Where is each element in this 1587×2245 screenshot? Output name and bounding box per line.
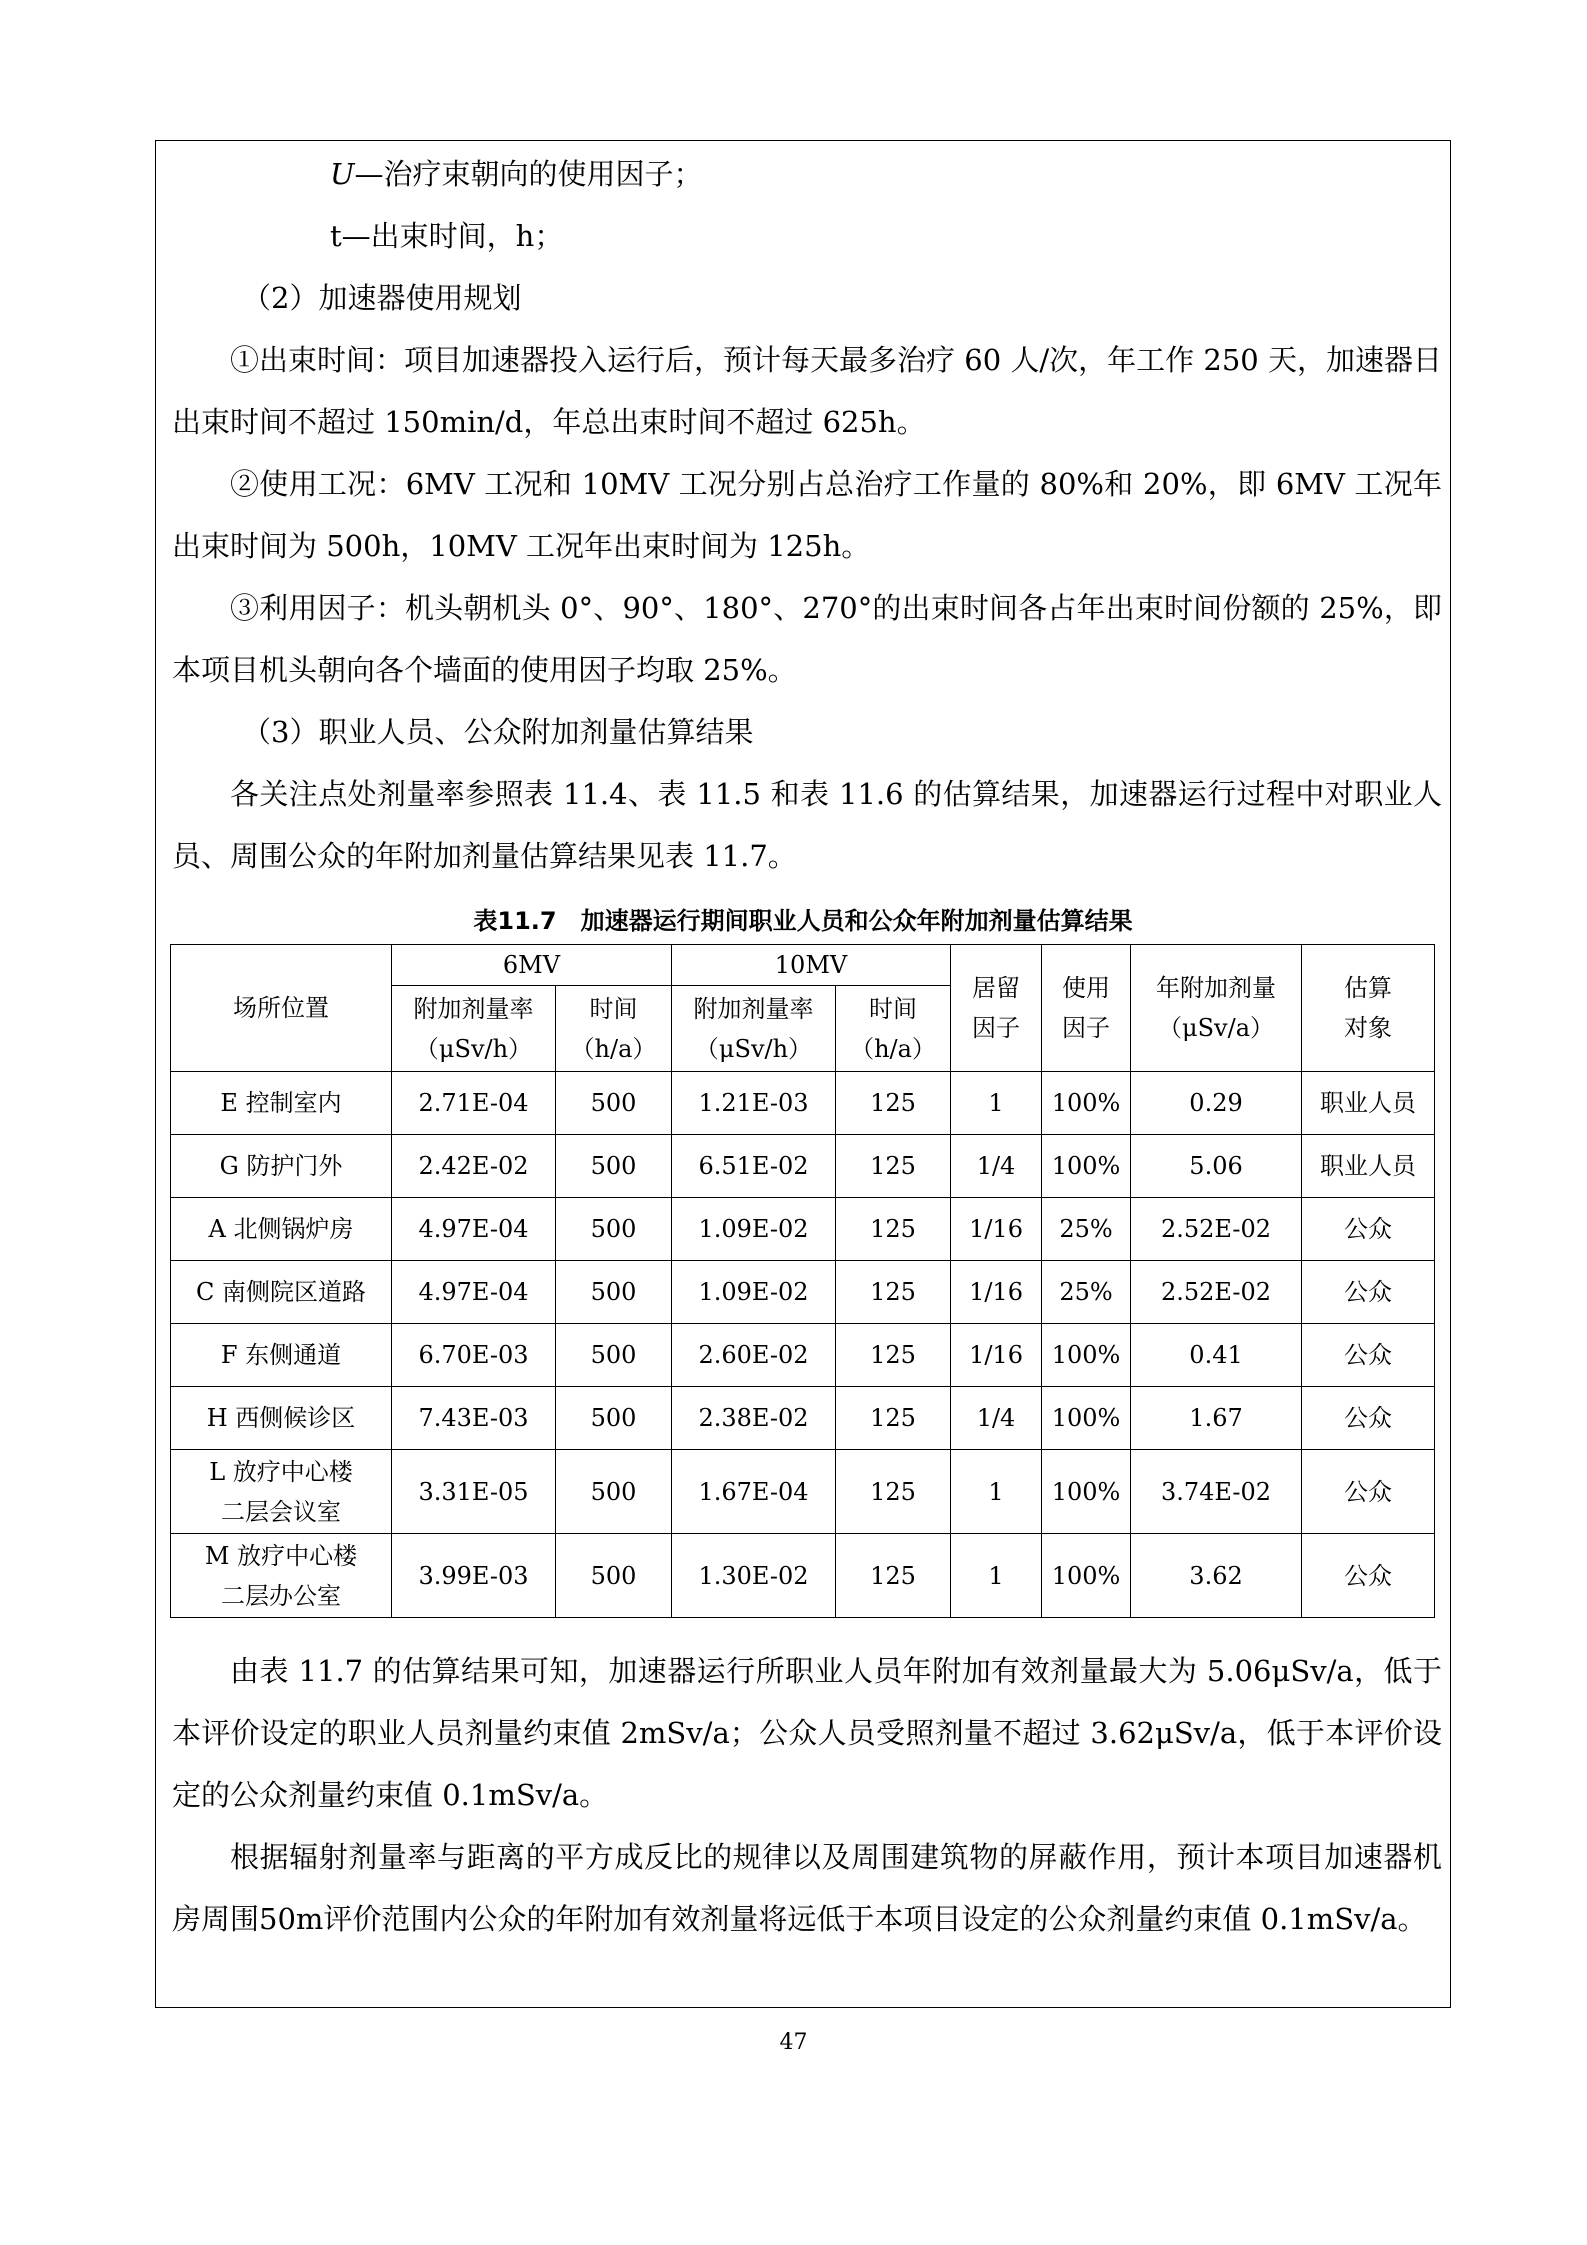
cell-target: 公众 — [1302, 1261, 1435, 1324]
cell-use: 100% — [1042, 1450, 1131, 1534]
cell-annual: 3.62 — [1131, 1534, 1302, 1618]
cell-occupancy: 1/16 — [951, 1324, 1042, 1387]
header-dose-rate-10mv: 附加剂量率 （μSv/h） — [672, 986, 836, 1072]
cell-use: 100% — [1042, 1387, 1131, 1450]
cell-annual: 5.06 — [1131, 1135, 1302, 1198]
cell-use: 25% — [1042, 1198, 1131, 1261]
table-row — [171, 1261, 1435, 1324]
cell-target: 公众 — [1302, 1324, 1435, 1387]
paragraph-u-definition — [172, 143, 1442, 205]
cell-time-6mv: 500 — [556, 1261, 672, 1324]
cell-location: E 控制室内 — [171, 1072, 392, 1135]
cell-occupancy: 1/4 — [951, 1387, 1042, 1450]
header-time-6mv: 时间 （h/a） — [556, 986, 672, 1072]
paragraph-distance-conclusion: 根据辐射剂量率与距离的平方成反比的规律以及周围建筑物的屏蔽作用，预计本项目加速器机房周围50m评价范围内公众的年附加有效剂量将远低于本项目设定的公众剂量约束值 0.1mSv/a。 — [172, 1840, 1442, 1936]
paragraph-working-conditions: ②使用工况：6MV 工况和 10MV 工况分别占总治疗工作量的 80%和 20%，即 6MV 工况年出束时间为 500h，10MV 工况年出束时间为 125h。 — [172, 467, 1442, 563]
table-row — [171, 1387, 1435, 1450]
cell-time-10mv: 125 — [836, 1135, 951, 1198]
heading-dose-results: （3）职业人员、公众附加剂量估算结果 — [242, 715, 754, 749]
cell-time-6mv: 500 — [556, 1135, 672, 1198]
cell-time-6mv: 500 — [556, 1450, 672, 1534]
cell-occupancy: 1 — [951, 1450, 1042, 1534]
cell-annual: 1.67 — [1131, 1387, 1302, 1450]
header-use-factor: 使用 因子 — [1042, 945, 1131, 1072]
header-dose-rate-6mv: 附加剂量率 （μSv/h） — [392, 986, 556, 1072]
cell-time-6mv: 500 — [556, 1198, 672, 1261]
cell-occupancy: 1/16 — [951, 1198, 1042, 1261]
heading-accelerator-usage: （2）加速器使用规划 — [242, 281, 522, 315]
cell-use: 100% — [1042, 1324, 1131, 1387]
cell-annual: 0.41 — [1131, 1324, 1302, 1387]
cell-time-6mv: 500 — [556, 1387, 672, 1450]
cell-target: 公众 — [1302, 1450, 1435, 1534]
cell-time-10mv: 125 — [836, 1198, 951, 1261]
cell-occupancy: 1/16 — [951, 1261, 1042, 1324]
header-6mv: 6MV — [392, 945, 672, 986]
cell-rate-10mv: 6.51E-02 — [672, 1135, 836, 1198]
cell-rate-10mv: 1.21E-03 — [672, 1072, 836, 1135]
cell-rate-6mv: 2.71E-04 — [392, 1072, 556, 1135]
cell-location: F 东侧通道 — [171, 1324, 392, 1387]
header-10mv: 10MV — [672, 945, 951, 986]
paragraph-t-definition: t—出束时间，h； — [330, 219, 564, 253]
table-row — [171, 1534, 1435, 1618]
cell-time-6mv: 500 — [556, 1072, 672, 1135]
cell-location: M 放疗中心楼 二层办公室 — [171, 1534, 392, 1618]
cell-rate-10mv: 1.67E-04 — [672, 1450, 836, 1534]
cell-rate-6mv: 4.97E-04 — [392, 1261, 556, 1324]
cell-use: 100% — [1042, 1072, 1131, 1135]
cell-rate-10mv: 1.09E-02 — [672, 1261, 836, 1324]
cell-target: 公众 — [1302, 1387, 1435, 1450]
cell-rate-10mv: 1.09E-02 — [672, 1198, 836, 1261]
cell-time-10mv: 125 — [836, 1324, 951, 1387]
cell-time-10mv: 125 — [836, 1450, 951, 1534]
header-occupancy: 居留 因子 — [951, 945, 1042, 1072]
header-target: 估算 对象 — [1302, 945, 1435, 1072]
cell-time-6mv: 500 — [556, 1534, 672, 1618]
cell-time-10mv: 125 — [836, 1072, 951, 1135]
cell-rate-6mv: 7.43E-03 — [392, 1387, 556, 1450]
cell-time-10mv: 125 — [836, 1534, 951, 1618]
cell-annual: 2.52E-02 — [1131, 1261, 1302, 1324]
cell-location: C 南侧院区道路 — [171, 1261, 392, 1324]
cell-occupancy: 1 — [951, 1072, 1042, 1135]
paragraph-beam-time: ①出束时间：项目加速器投入运行后，预计每天最多治疗 60 人/次，年工作 250 天，加速器日出束时间不超过 150min/d，年总出束时间不超过 625h。 — [172, 343, 1442, 439]
table-row — [171, 1198, 1435, 1261]
paragraph-use-factor: ③利用因子：机头朝机头 0°、90°、180°、270°的出束时间各占年出束时间份额的 25%，即本项目机头朝向各个墙面的使用因子均取 25%。 — [172, 591, 1442, 687]
cell-target: 公众 — [1302, 1198, 1435, 1261]
header-annual-dose: 年附加剂量 （μSv/a） — [1131, 945, 1302, 1072]
cell-location: H 西侧候诊区 — [171, 1387, 392, 1450]
cell-annual: 3.74E-02 — [1131, 1450, 1302, 1534]
cell-occupancy: 1/4 — [951, 1135, 1042, 1198]
u-definition-text: —治疗束朝向的使用因子； — [354, 157, 703, 191]
table-row — [171, 1324, 1435, 1387]
cell-rate-10mv: 2.38E-02 — [672, 1387, 836, 1450]
dose-table — [170, 944, 1435, 1618]
cell-rate-6mv: 3.99E-03 — [392, 1534, 556, 1618]
cell-use: 100% — [1042, 1534, 1131, 1618]
cell-rate-6mv: 2.42E-02 — [392, 1135, 556, 1198]
cell-rate-10mv: 2.60E-02 — [672, 1324, 836, 1387]
cell-annual: 0.29 — [1131, 1072, 1302, 1135]
cell-target: 职业人员 — [1302, 1135, 1435, 1198]
cell-target: 公众 — [1302, 1534, 1435, 1618]
cell-rate-6mv: 3.31E-05 — [392, 1450, 556, 1534]
cell-time-10mv: 125 — [836, 1387, 951, 1450]
cell-rate-6mv: 4.97E-04 — [392, 1198, 556, 1261]
table-row — [171, 1450, 1435, 1534]
cell-rate-10mv: 1.30E-02 — [672, 1534, 836, 1618]
cell-annual: 2.52E-02 — [1131, 1198, 1302, 1261]
table-row — [171, 1135, 1435, 1198]
header-location: 场所位置 — [171, 945, 392, 1072]
table-caption: 表11.7 加速器运行期间职业人员和公众年附加剂量估算结果 — [473, 907, 1133, 935]
cell-time-6mv: 500 — [556, 1324, 672, 1387]
cell-location: A 北侧锅炉房 — [171, 1198, 392, 1261]
header-time-10mv: 时间 （h/a） — [836, 986, 951, 1072]
cell-target: 职业人员 — [1302, 1072, 1435, 1135]
paragraph-dose-intro: 各关注点处剂量率参照表 11.4、表 11.5 和表 11.6 的估算结果，加速器运行过程中对职业人员、周围公众的年附加剂量估算结果见表 11.7。 — [172, 777, 1442, 873]
cell-location: G 防护门外 — [171, 1135, 392, 1198]
cell-rate-6mv: 6.70E-03 — [392, 1324, 556, 1387]
cell-location: L 放疗中心楼 二层会议室 — [171, 1450, 392, 1534]
table-header-row-1 — [171, 945, 1435, 986]
table-row — [171, 1072, 1435, 1135]
cell-occupancy: 1 — [951, 1534, 1042, 1618]
cell-time-10mv: 125 — [836, 1261, 951, 1324]
cell-use: 100% — [1042, 1135, 1131, 1198]
cell-use: 25% — [1042, 1261, 1131, 1324]
page-number: 47 — [779, 2030, 808, 2055]
paragraph-results-conclusion: 由表 11.7 的估算结果可知，加速器运行所职业人员年附加有效剂量最大为 5.06μSv/a，低于本评价设定的职业人员剂量约束值 2mSv/a；公众人员受照剂量不超过 3.62μSv/a，低于本评价设定的公众剂量约束值 0.1mSv/a。 — [172, 1654, 1442, 1812]
symbol-u: U — [330, 157, 355, 191]
